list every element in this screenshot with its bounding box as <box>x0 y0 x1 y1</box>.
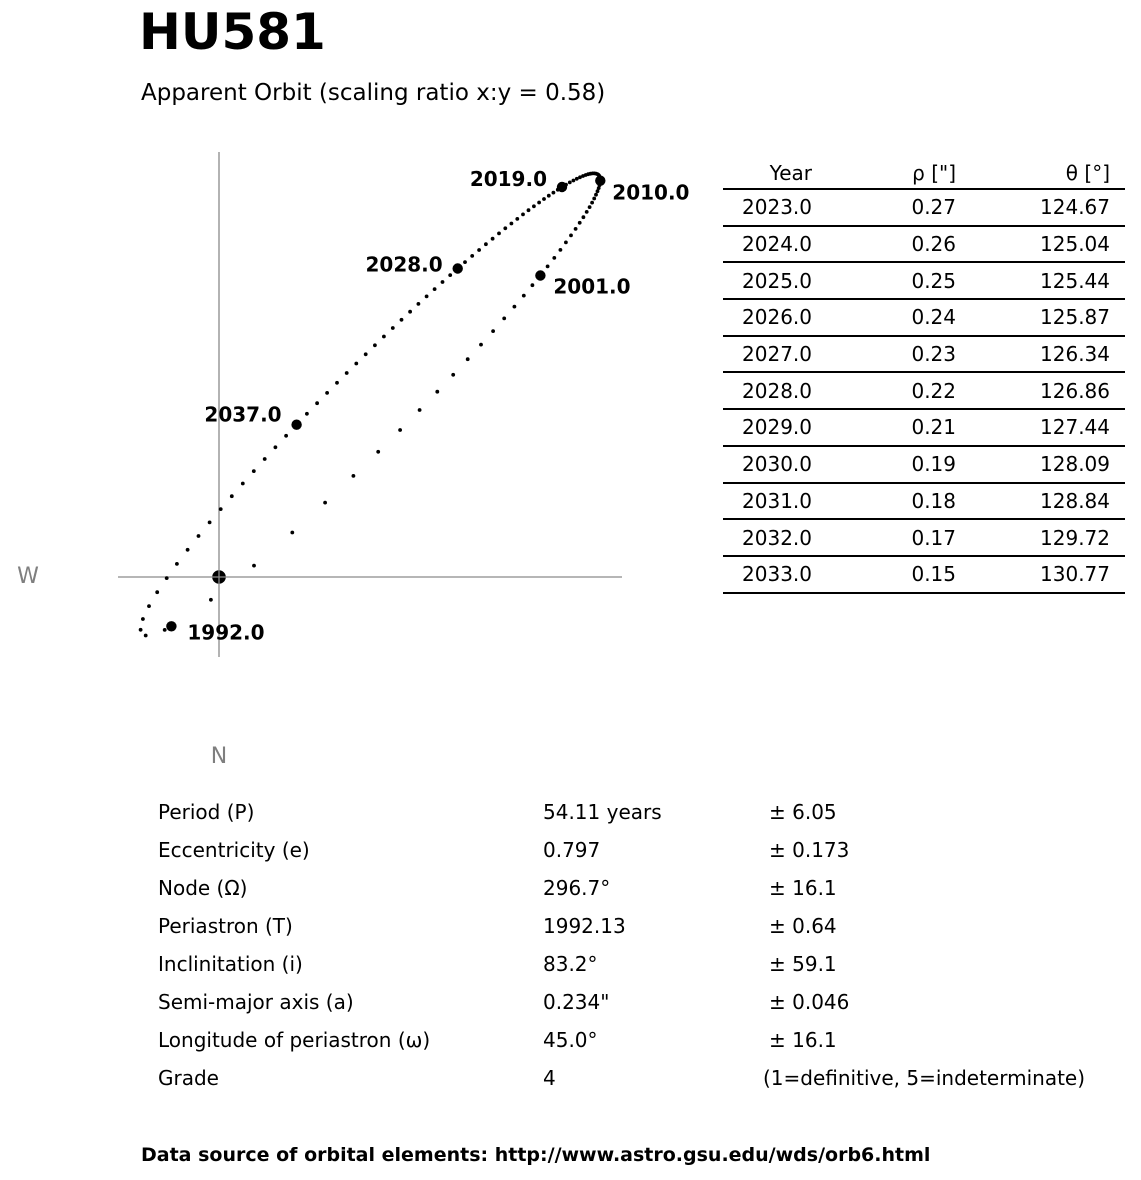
table-cell: 2031.0 <box>742 488 812 513</box>
orbit-dot <box>582 215 586 219</box>
orbit-dot <box>398 428 402 432</box>
orbit-dot <box>373 343 377 347</box>
table-row <box>723 263 1125 300</box>
orbit-dot <box>241 482 245 486</box>
orbit-dot <box>364 352 368 356</box>
orbit-dot <box>305 412 309 416</box>
orbit-dot <box>547 194 551 198</box>
element-label: Eccentricity (e) <box>158 838 310 862</box>
chart-subtitle: Apparent Orbit (scaling ratio x:y = 0.58) <box>141 80 606 106</box>
west-direction-label: W <box>17 564 39 589</box>
orbit-dot <box>175 562 179 566</box>
orbit-dot <box>290 531 294 535</box>
orbit-dot <box>491 329 495 333</box>
orbit-dot <box>408 310 412 314</box>
epoch-label-1992.0: 1992.0 <box>187 620 265 645</box>
orbit-dot <box>219 507 223 511</box>
ephemeris-body <box>723 190 1125 594</box>
orbit-dot <box>477 248 481 252</box>
table-cell: 125.87 <box>1040 305 1110 330</box>
orbit-dot <box>466 357 470 361</box>
element-uncertainty: ± 16.1 <box>769 876 837 900</box>
orbit-dot <box>252 564 256 568</box>
table-cell: 2032.0 <box>742 525 812 550</box>
element-value: 1992.13 <box>543 914 626 938</box>
ephemeris-col-header: Year <box>769 160 812 185</box>
orbit-dot <box>144 634 148 638</box>
table-cell: 124.67 <box>1040 195 1110 220</box>
table-row <box>723 410 1125 447</box>
table-cell: 127.44 <box>1040 415 1110 440</box>
epoch-dot-2010.0 <box>595 176 605 186</box>
element-value: 4 <box>543 1066 556 1090</box>
ephemeris-table <box>723 157 1125 594</box>
table-cell: 0.23 <box>911 342 956 367</box>
orbit-dot <box>503 226 507 230</box>
element-uncertainty: ± 0.046 <box>769 990 850 1014</box>
orbit-dot <box>352 474 356 478</box>
orbit-dot <box>345 371 349 375</box>
table-cell: 0.26 <box>911 232 956 257</box>
orbit-dot <box>418 408 422 412</box>
orbital-element-row <box>158 907 1085 945</box>
orbit-dot <box>186 548 190 552</box>
orbit-dot <box>585 210 589 214</box>
table-row <box>723 447 1125 484</box>
epoch-dot-2028.0 <box>453 263 463 273</box>
orbit-dot <box>552 191 556 195</box>
element-uncertainty: ± 16.1 <box>769 1028 837 1052</box>
orbit-dot <box>252 469 256 473</box>
element-value: 296.7° <box>543 876 611 900</box>
orbit-dot <box>513 305 517 309</box>
orbit-dot <box>491 237 495 241</box>
element-label: Inclinitation (i) <box>158 952 303 976</box>
orbit-dot <box>382 335 386 339</box>
table-row <box>723 190 1125 227</box>
orbital-element-row <box>158 1021 1085 1059</box>
table-cell: 0.25 <box>911 268 956 293</box>
orbit-dot <box>417 302 421 306</box>
table-cell: 2029.0 <box>742 415 812 440</box>
table-cell: 2026.0 <box>742 305 812 330</box>
apparent-orbit-plot <box>0 140 700 780</box>
orbit-dot <box>574 227 578 231</box>
table-row <box>723 373 1125 410</box>
orbit-dot <box>284 434 288 438</box>
orbit-dot <box>155 590 159 594</box>
orbit-dot <box>568 181 572 185</box>
element-label: Period (P) <box>158 800 255 824</box>
orbit-dot <box>479 343 483 347</box>
orbit-dot <box>197 534 201 538</box>
epoch-label-2001.0: 2001.0 <box>553 274 631 299</box>
orbit-dot <box>569 234 573 238</box>
element-label: Grade <box>158 1066 219 1090</box>
orbit-dot <box>537 201 541 205</box>
ephemeris-col-header: θ [°] <box>1065 160 1110 185</box>
orbital-element-row <box>158 945 1085 983</box>
orbit-dot <box>263 457 267 461</box>
epoch-dot-2019.0 <box>557 182 567 192</box>
element-uncertainty: ± 0.64 <box>769 914 837 938</box>
element-label: Longitude of periastron (ω) <box>158 1028 431 1052</box>
orbital-elements-list <box>158 793 1085 1097</box>
epoch-label-2019.0: 2019.0 <box>469 167 547 191</box>
table-cell: 0.19 <box>911 452 956 477</box>
orbit-dot <box>542 197 546 201</box>
orbit-dot <box>335 381 339 385</box>
orbit-dot <box>564 241 568 245</box>
orbit-dot <box>376 450 380 454</box>
orbit-dot <box>588 205 592 209</box>
table-cell: 2023.0 <box>742 195 812 220</box>
table-cell: 2027.0 <box>742 342 812 367</box>
epoch-label-2028.0: 2028.0 <box>365 252 443 277</box>
element-uncertainty: ± 59.1 <box>769 952 837 976</box>
orbit-dot <box>274 445 278 449</box>
orbit-dot <box>527 208 531 212</box>
orbit-dot <box>354 362 358 366</box>
table-cell: 0.27 <box>911 195 956 220</box>
orbit-dot <box>441 280 445 284</box>
orbit-dot <box>532 204 536 208</box>
epoch-label-2010.0: 2010.0 <box>612 180 690 205</box>
table-row <box>723 300 1125 337</box>
orbit-dot <box>451 373 455 377</box>
orbit-dot <box>209 598 213 602</box>
orbit-dot <box>400 318 404 322</box>
orbit-dot <box>323 501 327 505</box>
element-value: 0.797 <box>543 838 601 862</box>
table-cell: 2025.0 <box>742 268 812 293</box>
table-cell: 0.22 <box>911 378 956 403</box>
ephemeris-header-row <box>723 157 1125 190</box>
orbit-dot <box>552 256 556 260</box>
table-row <box>723 337 1125 374</box>
orbit-dot <box>559 248 563 252</box>
table-row <box>723 520 1125 557</box>
table-cell: 126.86 <box>1040 378 1110 403</box>
epoch-dot-2001.0 <box>535 270 545 280</box>
element-value: 54.11 years <box>543 800 662 824</box>
table-cell: 125.04 <box>1040 232 1110 257</box>
orbit-dot <box>165 576 169 580</box>
orbit-dot <box>510 222 514 226</box>
orbit-dot <box>230 494 234 498</box>
grade-scale-note: (1=definitive, 5=indeterminate) <box>763 1066 1086 1090</box>
orbit-dot <box>425 295 429 299</box>
table-cell: 125.44 <box>1040 268 1110 293</box>
orbit-dot <box>463 260 467 264</box>
orbit-dot <box>575 177 579 181</box>
orbit-dot <box>435 390 439 394</box>
orbit-dot <box>531 283 535 287</box>
orbital-element-row <box>158 869 1085 907</box>
orbital-element-row <box>158 793 1085 831</box>
table-cell: 129.72 <box>1040 525 1110 550</box>
orbit-dot <box>433 287 437 291</box>
epoch-dot-1992.0 <box>166 621 176 631</box>
orbit-dot <box>448 273 452 277</box>
element-label: Semi-major axis (a) <box>158 990 354 1014</box>
epoch-dot-2037.0 <box>291 420 301 430</box>
orbit-dot <box>515 217 519 221</box>
orbit-dot <box>594 193 598 197</box>
orbit-dot <box>546 265 550 269</box>
table-cell: 2028.0 <box>742 378 812 403</box>
table-cell: 0.24 <box>911 305 956 330</box>
orbit-dot <box>315 401 319 405</box>
orbit-dot <box>470 254 474 258</box>
orbit-dot <box>391 326 395 330</box>
orbit-dot <box>592 197 596 201</box>
element-value: 83.2° <box>543 952 598 976</box>
table-cell: 126.34 <box>1040 342 1110 367</box>
orbit-dot <box>484 242 488 246</box>
ephemeris-col-header: ρ ["] <box>912 160 956 185</box>
element-uncertainty: ± 0.173 <box>769 838 850 862</box>
north-direction-label: N <box>210 744 228 769</box>
orbit-dot <box>578 221 582 225</box>
table-row <box>723 227 1125 264</box>
table-cell: 0.21 <box>911 415 956 440</box>
element-label: Periastron (T) <box>158 914 293 938</box>
orbit-dot <box>497 232 501 236</box>
table-cell: 0.17 <box>911 525 956 550</box>
orbital-element-row <box>158 983 1085 1021</box>
orbit-dot <box>590 201 594 205</box>
orbit-dot <box>208 521 212 525</box>
orbit-dot <box>163 628 167 632</box>
table-cell: 0.15 <box>911 562 956 587</box>
table-cell: 2030.0 <box>742 452 812 477</box>
table-row <box>723 484 1125 521</box>
orbit-dot <box>521 213 525 217</box>
table-cell: 130.77 <box>1040 562 1110 587</box>
orbit-dot <box>522 294 526 298</box>
epoch-label-2037.0: 2037.0 <box>204 402 282 427</box>
table-row <box>723 557 1125 594</box>
table-cell: 2024.0 <box>742 232 812 257</box>
element-label: Node (Ω) <box>158 876 248 900</box>
table-cell: 128.84 <box>1040 488 1110 513</box>
orbital-element-row <box>158 831 1085 869</box>
orbit-dot <box>139 628 143 632</box>
table-cell: 128.09 <box>1040 452 1110 477</box>
element-value: 45.0° <box>543 1028 598 1052</box>
orbit-dot <box>141 617 145 621</box>
orbit-dot <box>502 317 506 321</box>
table-cell: 2033.0 <box>742 562 812 587</box>
element-uncertainty: ± 6.05 <box>769 800 837 824</box>
table-cell: 0.18 <box>911 488 956 513</box>
orbit-dot <box>572 179 576 183</box>
page-title: HU581 <box>139 3 326 61</box>
element-value: 0.234" <box>543 990 610 1014</box>
orbital-element-row <box>158 1059 1085 1097</box>
orbit-dot <box>325 391 329 395</box>
data-source-note: Data source of orbital elements: http://www.astro.gsu.edu/wds/orb6.html <box>141 1144 931 1166</box>
orbit-dot <box>147 604 151 608</box>
